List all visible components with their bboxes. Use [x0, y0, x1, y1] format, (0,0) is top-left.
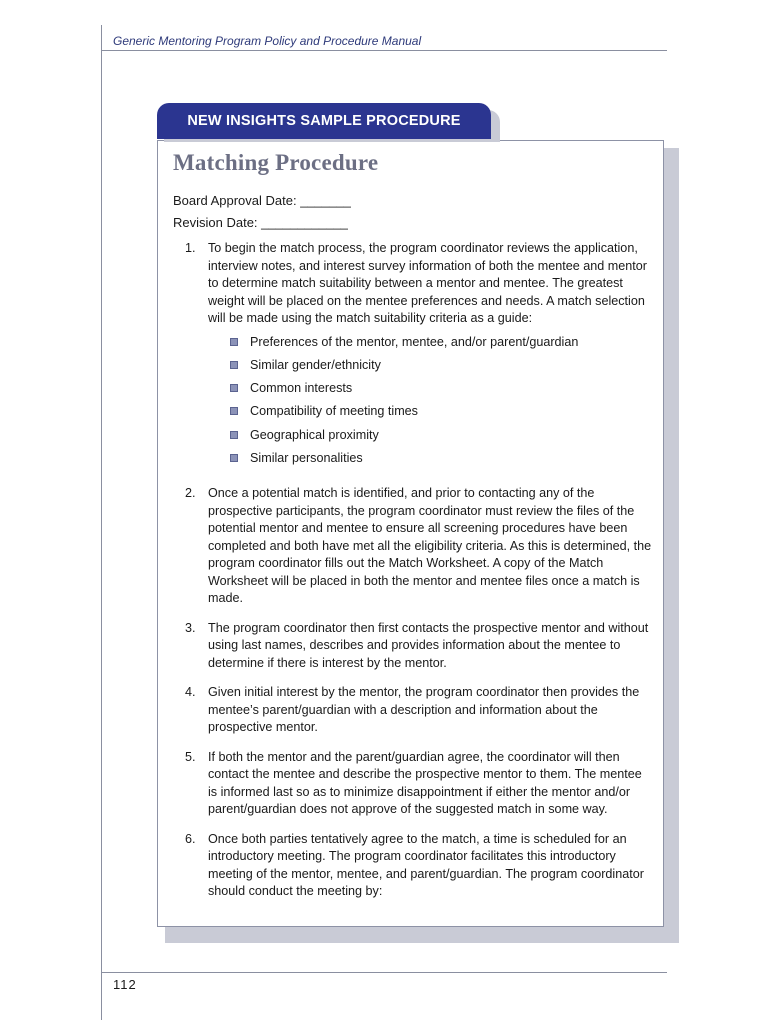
procedure-step [173, 620, 653, 673]
running-header: Generic Mentoring Program Policy and Procedure Manual [113, 34, 422, 48]
procedure-content [173, 150, 653, 913]
square-bullet-icon [230, 361, 238, 369]
step-number: 1. [185, 241, 196, 255]
step-number: 4. [185, 685, 196, 700]
square-bullet-icon [230, 407, 238, 415]
step-text: If both the mentor and the parent/guardian agree, the coordinator will then contact the mentee and describe the prospective mentor to them. The mentee is informed last so as to minimize disappointment if either the mentor and/or parent/guardian does not approve of the suggested match in some way. [208, 749, 642, 817]
procedure-banner: NEW INSIGHTS SAMPLE PROCEDURE [157, 103, 491, 139]
revision-date: Revision Date: ____________ [173, 215, 348, 230]
criteria-text: Similar gender/ethnicity [250, 357, 381, 372]
header-rule [101, 50, 667, 51]
square-bullet-icon [230, 454, 238, 462]
procedure-step [173, 749, 653, 819]
criteria-item [230, 380, 653, 403]
criteria-text: Similar personalities [250, 450, 363, 465]
criteria-text: Common interests [250, 381, 353, 396]
procedure-step [173, 240, 653, 473]
step-number: 5. [185, 749, 196, 764]
board-approval-date: Board Approval Date: _______ [173, 193, 351, 208]
square-bullet-icon [230, 384, 238, 392]
footer-rule [101, 972, 667, 973]
step-text: The program coordinator then first contacts the prospective mentor and without using last names, describes and provides information about the mentee to determine if there is interest by the mentor. [208, 620, 649, 670]
criteria-item [230, 450, 653, 473]
procedure-step [173, 831, 653, 901]
step-text: Once both parties tentatively agree to the match, a time is scheduled for an introductory meeting. The program coordinator facilitates this introductory meeting of the mentor, mentee, and parent/guardian. The program coordinator should conduct the meeting by: [208, 831, 644, 899]
criteria-text: Geographical proximity [250, 427, 379, 442]
procedure-step [173, 684, 653, 737]
criteria-item [230, 357, 653, 380]
step-text: Once a potential match is identified, and prior to contacting any of the prospective participants, the program coordinator must review the files of the potential mentor and mentee to ensure all screening procedures have been completed and both have met all the eligibility criteria. As this is determined, the program coordinator fills out the Match Worksheet. A copy of the Match Worksheet will be placed in both the mentor and mentee files once a match is made. [208, 486, 652, 606]
criteria-item [230, 427, 653, 450]
square-bullet-icon [230, 431, 238, 439]
procedure-steps [173, 240, 653, 901]
square-bullet-icon [230, 338, 238, 346]
criteria-item [230, 403, 653, 426]
criteria-text: Preferences of the mentor, mentee, and/or parent/guardian [250, 334, 579, 349]
procedure-step [173, 485, 653, 608]
margin-rule-vertical [101, 25, 102, 1020]
criteria-text: Compatibility of meeting times [250, 404, 418, 419]
step-number: 3. [185, 620, 196, 635]
match-criteria-list [208, 334, 653, 474]
page-number: 112 [113, 977, 137, 992]
step-text: To begin the match process, the program coordinator reviews the application, interview notes, and interest survey information of both the mentee and mentor to determine match suitability between a mentor and mentee. The greatest weight will be placed on the mentee preferences and needs. A match selection will be made using the match suitability criteria as a guide: [208, 241, 647, 325]
procedure-title: Matching Procedure [173, 150, 379, 175]
criteria-item [230, 334, 653, 357]
step-number: 6. [185, 831, 196, 846]
step-text: Given initial interest by the mentor, the program coordinator then provides the mentee’s parent/guardian with a description and information about the prospective mentor. [208, 685, 640, 735]
step-number: 2. [185, 486, 196, 501]
